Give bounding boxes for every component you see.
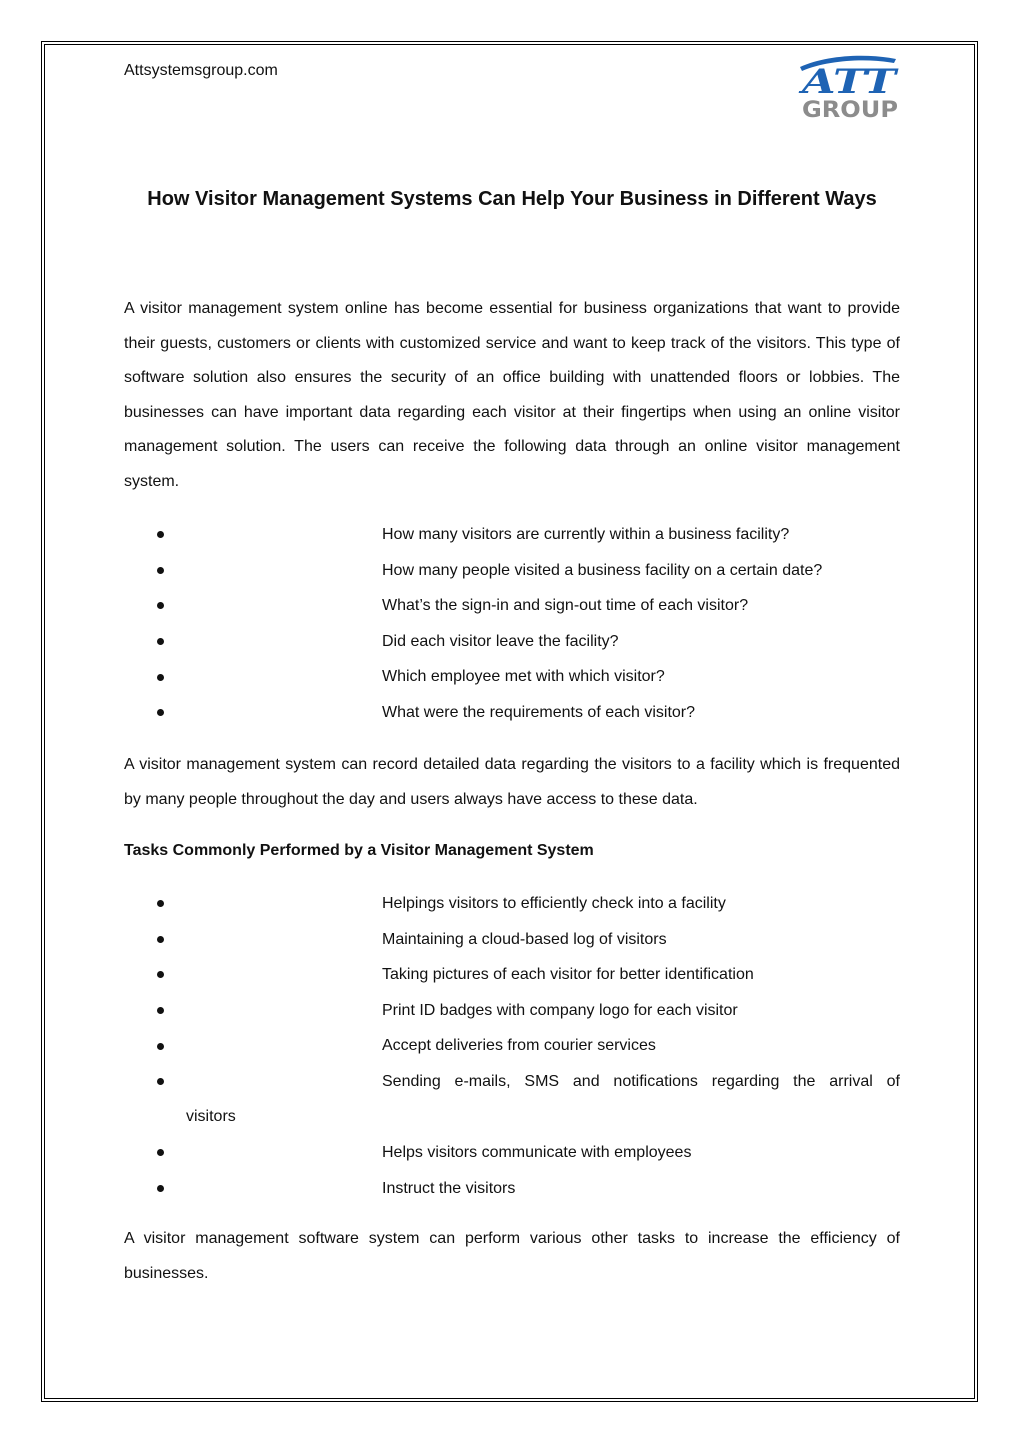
list-item [124,957,900,993]
bullet-icon [155,1171,165,1207]
list-item-text: Did each visitor leave the facility? [382,632,619,650]
tasks-list [124,886,900,1206]
list-item-text: Sending e-mails, SMS and notifications regarding the arrival of [382,1072,900,1090]
bullet-icon [155,886,165,922]
list-item [124,659,900,695]
list-item-text: What’s the sign-in and sign-out time of each visitor? [382,597,749,615]
list-item [124,922,900,958]
list-item [124,886,900,922]
closing-paragraph: A visitor management software system can perform various other tasks to increase the efficiency of businesses. [124,1230,900,1282]
bullet-icon [155,993,165,1029]
list-item-text: How many people visited a business facility on a certain date? [382,561,823,579]
list-item [124,553,900,589]
list-item-text: Helps visitors communicate with employees [382,1143,692,1161]
visitor-data-list [124,517,900,731]
bullet-icon [155,659,165,695]
list-item-text: Instruct the visitors [382,1179,516,1197]
list-item-text: Maintaining a cloud-based log of visitors [382,930,667,948]
att-group-logo [796,53,900,119]
list-item [124,1028,900,1064]
logo-text-bottom: GROUP [802,98,898,119]
list-item [124,588,900,624]
bullet-icon [155,957,165,993]
list-item [124,517,900,553]
list-item-text: Print ID badges with company logo for each visitor [382,1001,738,1019]
list-item-text: What were the requirements of each visitor? [382,703,696,721]
list-item-text: Helpings visitors to efficiently check into a facility [382,895,726,912]
list-item-text: How many visitors are currently within a business facility? [382,526,790,543]
list-item [124,993,900,1029]
bullet-icon [155,624,165,660]
site-name: Attsystemsgroup.com [124,62,278,79]
bullet-icon [155,695,165,731]
list-item [124,695,900,731]
bullet-icon [155,553,165,589]
document-title: How Visitor Management Systems Can Help Your Business in Different Ways [147,188,877,210]
middle-paragraph: A visitor management system can record detailed data regarding the visitors to a facility which is frequented by many people throughout the day and users always have access to these data. [124,756,900,808]
list-item [124,1135,900,1171]
tasks-heading: Tasks Commonly Performed by a Visitor Management System [124,842,594,859]
list-item-text: Which employee met with which visitor? [382,668,665,686]
logo-text-top: ATT [798,62,900,102]
list-item-text: Accept deliveries from courier services [382,1037,656,1055]
bullet-icon [155,588,165,624]
list-item [124,1064,900,1135]
list-item-text-continued: visitors [186,1107,236,1125]
bullet-icon [155,1135,165,1171]
list-item [124,624,900,660]
bullet-icon [155,1028,165,1064]
list-item-text: Taking pictures of each visitor for better identification [382,966,754,984]
bullet-icon [155,922,165,958]
bullet-icon [155,1064,165,1100]
intro-paragraph: A visitor management system online has become essential for business organizations that want to provide their guests, customers or clients with customized service and want to keep track of the visitors. This type of software solution also ensures the security of an office building with unattended floors or lobbies. The businesses can have important data regarding each visitor at their fingertips when using an online visitor management solution. The users can receive the following data through an online visitor management system. [124,300,900,490]
bullet-icon [155,517,165,553]
list-item [124,1171,900,1207]
